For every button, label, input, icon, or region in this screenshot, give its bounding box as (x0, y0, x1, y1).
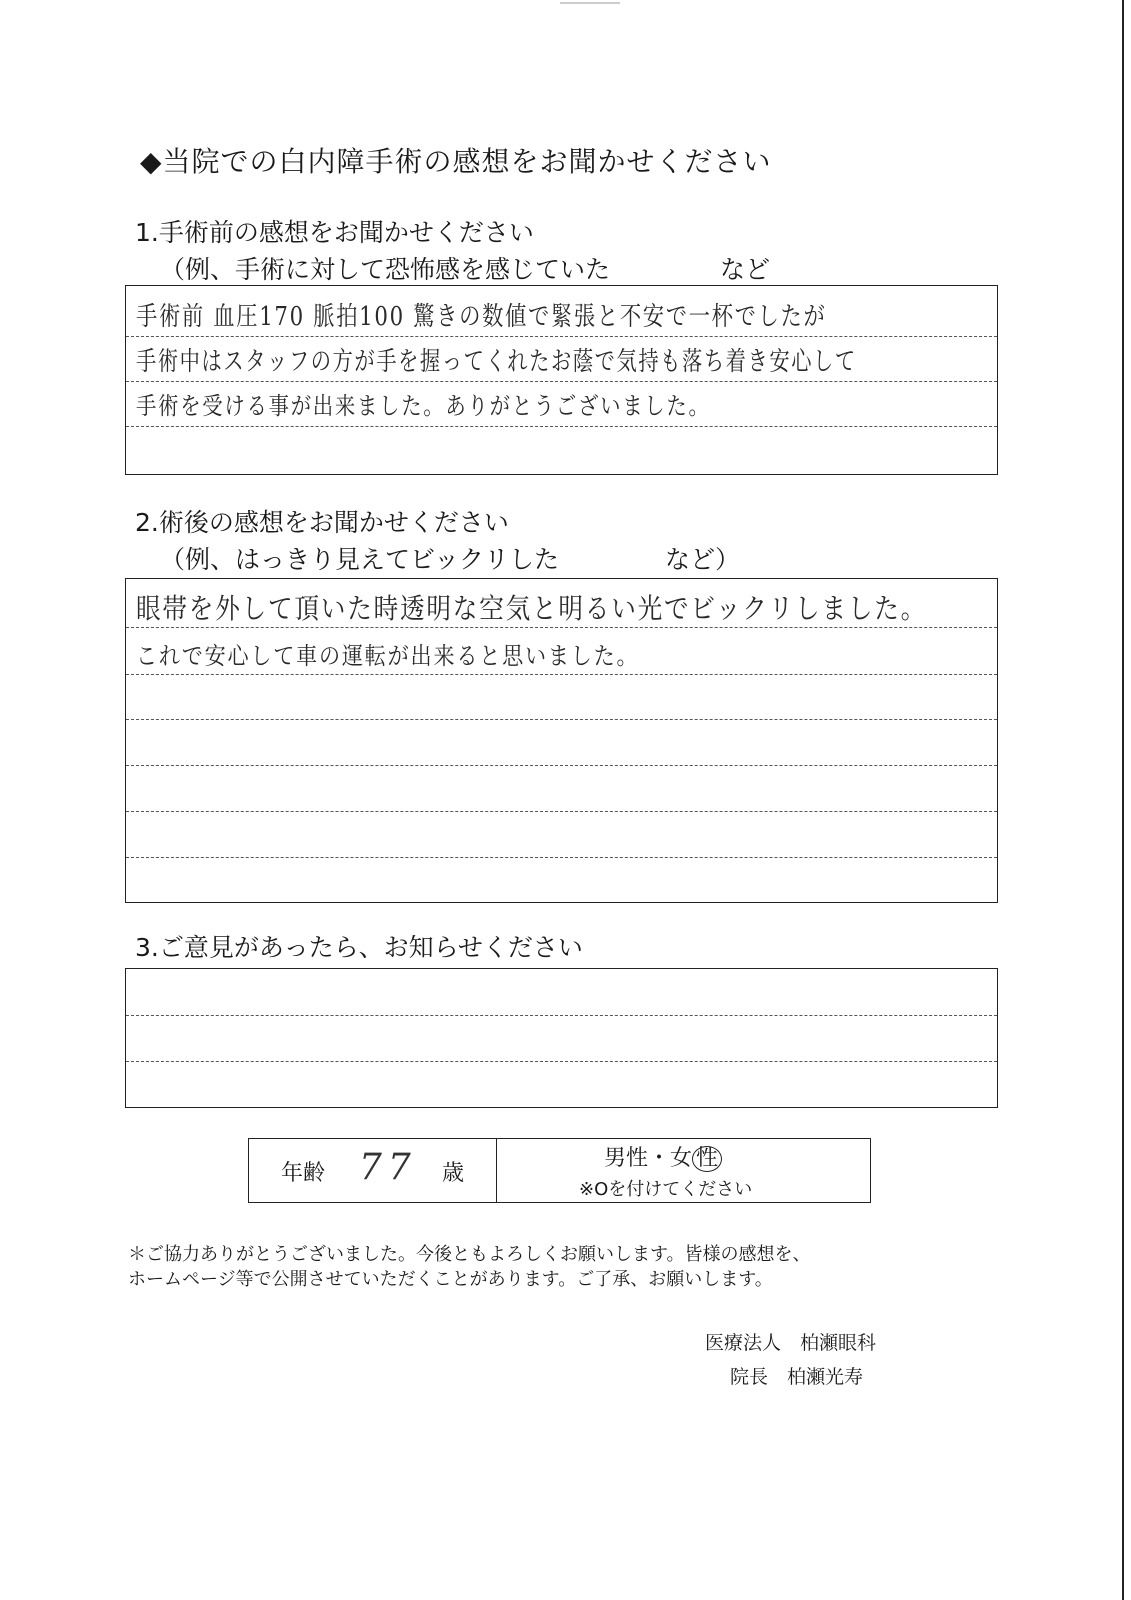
q2-rule (126, 765, 997, 766)
gender-note: ※Oを付けてください (579, 1179, 753, 1200)
q2-rule (126, 627, 997, 628)
q2-answer-line: これで安心して車の運転が出来ると思いました。 (136, 642, 640, 670)
page-edge (1122, 0, 1124, 1600)
age-label: 年齢 (281, 1161, 326, 1186)
q1-example-suffix: など (720, 255, 771, 284)
q1-rule (126, 426, 997, 427)
q1-rule (126, 336, 997, 337)
gender-female-prefix: 女 (670, 1146, 693, 1171)
gender-male-option: 男性・ (604, 1146, 671, 1171)
q1-answer-line: 手術中はスタッフの方が手を握ってくれたお蔭で気持も落ち着き安心して (136, 347, 857, 377)
q3-rule (126, 1015, 997, 1016)
footer-note-line: ホームページ等で公開させていただくことがあります。ご了承、お願いします。 (128, 1269, 773, 1290)
q2-rule (126, 857, 997, 858)
q1-heading: 1.手術前の感想をお聞かせください (135, 218, 534, 247)
footer-note-line: ＊ご協力ありがとうございました。今後ともよろしくお願いします。皆様の感想を、 (128, 1244, 811, 1265)
gender-options (604, 1141, 722, 1172)
q1-answer-box (125, 285, 998, 475)
age-value: 77 (359, 1147, 417, 1188)
signature-director: 院長 柏瀬光寿 (730, 1366, 864, 1388)
q1-example: （例、手術に対して恐怖感を感じていた (160, 255, 611, 284)
info-divider (496, 1139, 497, 1202)
q2-answer-line: 眼帯を外して頂いた時透明な空気と明るい光でビックリしました。 (136, 592, 928, 625)
q1-answer-line: 手術前 血圧170 脈拍100 驚きの数値で緊張と不安で一杯でしたが (136, 302, 827, 332)
q2-answer-box (125, 578, 998, 903)
q2-rule (126, 674, 997, 675)
q1-answer-line: 手術を受ける事が出来ました。ありがとうございました。 (136, 392, 711, 420)
scan-mark (560, 2, 620, 4)
age-unit: 歳 (442, 1161, 465, 1186)
q3-rule (126, 1061, 997, 1062)
gender-selected-circle: 性 (692, 1146, 722, 1172)
age-gender-box (248, 1138, 871, 1203)
page-title: ◆当院での白内障手術の感想をお聞かせください (140, 145, 772, 178)
signature-org: 医療法人 柏瀬眼科 (705, 1332, 877, 1354)
q3-heading: 3.ご意見があったら、お知らせください (135, 933, 583, 962)
q1-rule (126, 381, 997, 382)
q3-answer-box (125, 968, 998, 1108)
q2-example-suffix: など） (665, 545, 741, 574)
q2-rule (126, 719, 997, 720)
q2-rule (126, 811, 997, 812)
q2-example: （例、はっきり見えてビックリした (160, 545, 560, 574)
q2-heading: 2.術後の感想をお聞かせください (135, 508, 509, 537)
